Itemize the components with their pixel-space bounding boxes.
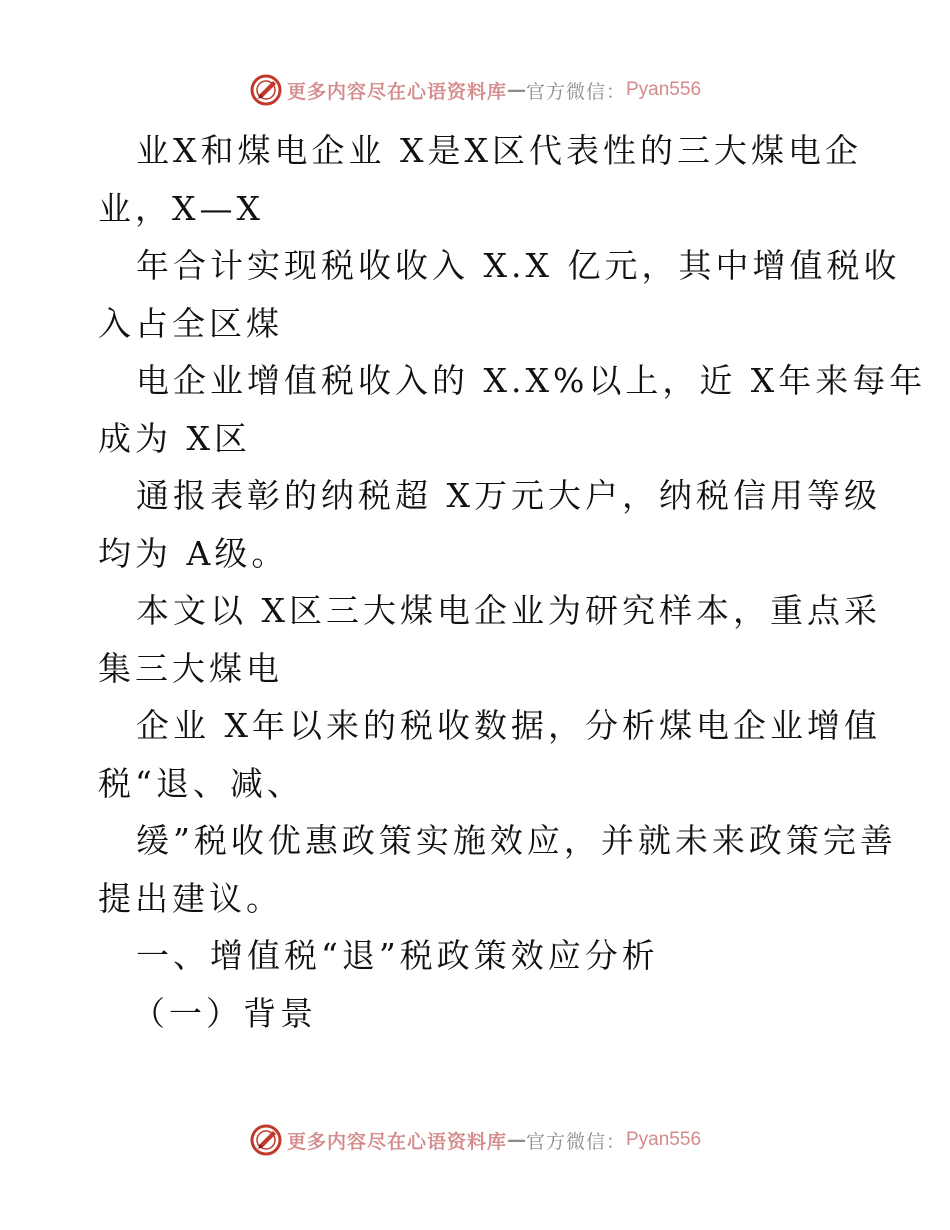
subsection-heading: （一）背景	[132, 993, 317, 1033]
watermark-text: 更多内容尽在心语资料库	[286, 1130, 507, 1153]
text-line: 电企业增值税收入的 X.X%以上，近 X年来每年	[136, 361, 927, 400]
watermark-wechat-id: Pyan556	[626, 79, 702, 100]
text-line: 均为 A级。	[98, 533, 289, 573]
text-line: 成为 X区	[98, 418, 251, 458]
text-line: 税“退、减、	[98, 763, 304, 803]
header-watermark	[0, 70, 950, 110]
text-line: 提出建议。	[98, 878, 283, 918]
logo-icon	[249, 73, 283, 107]
document-body	[98, 122, 927, 1042]
watermark-text: 更多内容尽在心语资料库	[286, 80, 507, 103]
text-line: 业，X—X	[98, 188, 264, 228]
logo-icon	[249, 1123, 283, 1157]
text-line: 本文以 X区三大煤电企业为研究样本，重点采	[136, 591, 881, 630]
text-line: 缓”税收优惠政策实施效应，并就未来政策完善	[136, 821, 897, 860]
text-line: 入占全区煤	[98, 303, 283, 343]
watermark-dash: —	[506, 79, 526, 101]
section-heading: 一、增值税“退”税政策效应分析	[136, 936, 659, 975]
text-line: 业X和煤电企业 X是X区代表性的三大煤电企	[136, 131, 862, 170]
watermark-official-label: 官方微信：	[525, 1130, 626, 1153]
text-line: 通报表彰的纳税超 X万元大户，纳税信用等级	[136, 476, 881, 515]
footer-watermark	[0, 1120, 950, 1160]
watermark-dash: —	[506, 1129, 526, 1151]
text-line: 企业 X年以来的税收数据，分析煤电企业增值	[136, 706, 881, 745]
watermark-official-label: 官方微信：	[525, 80, 626, 103]
text-line: 集三大煤电	[98, 648, 283, 688]
watermark-wechat-id: Pyan556	[626, 1129, 702, 1150]
text-line: 年合计实现税收收入 X.X 亿元，其中增值税收	[136, 246, 901, 285]
